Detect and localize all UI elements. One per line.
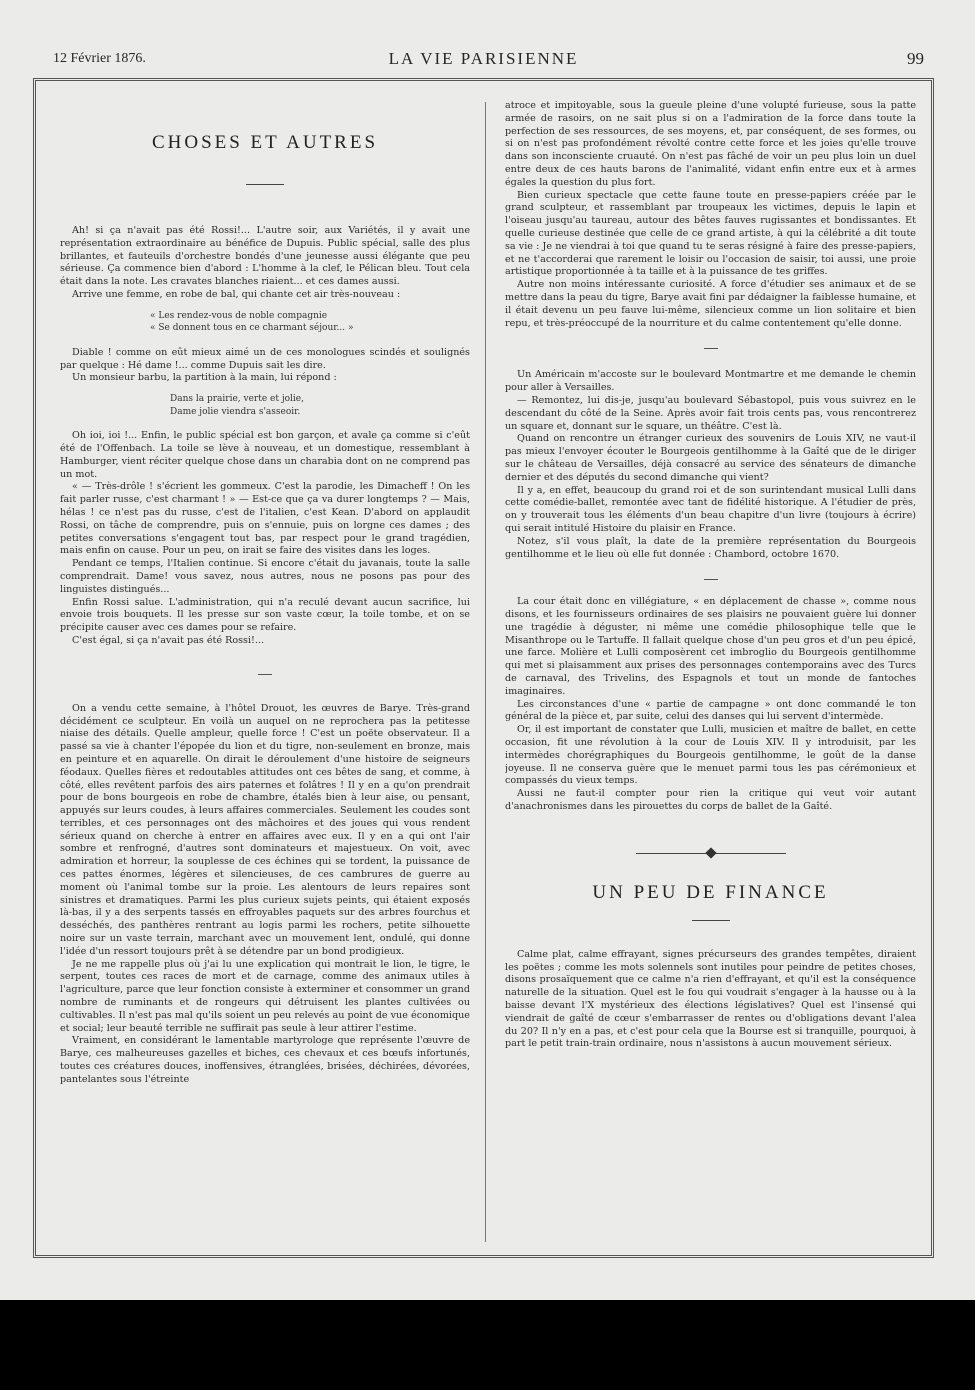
paragraph: Calme plat, calme effrayant, signes précurseurs des grandes tempêtes, diraient les poëtes ; comme les mots solennels sont inutiles pour peindre de petites choses, disons prosaïquement que ce calme n'a rien d'effrayant, et qu'il est la conséquence naturelle de la situation. Quel est le fou qui voudrait s'engager à la hausse ou à la baisse devant l'X mystérieux des élections législatives? Quel est l'insensé qui viendrait de gaîté de cœur s'embarrasser de rentes ou d'obligations devant l'alea du 20? Il n'y en a pas, et c'est pour cela que la Bourse est si tranquille, pourquoi, à part le petit train-train ordinaire, nous n'assistons à aucun mouvement sérieux. xyxy=(505,948,916,1050)
section-heading-un-peu-de-finance: UN PEU DE FINANCE xyxy=(592,881,829,903)
verse-line: Dame jolie viendra s'asseoir. xyxy=(170,406,301,417)
right-column xyxy=(505,100,916,1250)
paragraph: Vraiment, en considérant le lamentable martyrologe que représente l'œuvre de Barye, ces malheureuses gazelles et biches, ces chevaux et ces bœufs infortunés, toutes ces créatures douces, inoffensives, étranglées, brisées, déchirées, dévorées, pantelantes sous l'étreinte xyxy=(60,1035,470,1085)
verse-line: Dans la prairie, verte et jolie, xyxy=(170,394,304,405)
paragraph: — Remontez, lui dis-je, jusqu'au boulevard Sébastopol, puis vous suivrez en le descendant du côté de la Seine. Après avoir fait trois cents pas, vous rencontrerez un square et, donnant sur le square, un théâtre. C'est là. xyxy=(505,394,916,432)
paragraph: Un monsieur barbu, la partition à la main, lui répond : xyxy=(72,372,337,384)
paragraph: Autre non moins intéressante curiosité. A force d'étudier ses animaux et de se mettre dans la peau du tigre, Barye avait fini par dédaigner la faiblesse humaine, et il était devenu un peu fauve lui-même, silencieux comme un lion solitaire et bien repu, et très-préoccupé de la nourriture et du calme contentement qu'elle donne. xyxy=(505,279,916,329)
paragraph: Ah! si ça n'avait pas été Rossi!... L'autre soir, aux Variétés, il y avait une représentation extraordinaire au bénéfice de Dupuis. Public spécial, salle des plus brillantes, et fauteuils d'orchestre bondés d'une jeunesse aussi élégante que peu sérieuse. Ça commence bien d'abord : L'homme à la clef, le Pélican bleu. Tout cela était dans la note. Les cravates blanches riaient... et ces dames aussi. xyxy=(60,225,470,288)
paragraph: Diable ! comme on eût mieux aimé un de ces monologues scindés et soulignés par quelque : Hé dame !... comme Dupuis sait les dire. xyxy=(60,346,470,371)
page-number: 99 xyxy=(907,49,924,68)
paragraph: Un Américain m'accoste sur le boulevard Montmartre et me demande le chemin pour aller à Versailles. xyxy=(505,369,916,394)
running-head xyxy=(33,49,934,71)
paragraph: Bien curieux spectacle que cette faune toute en presse-papiers créée par le grand sculpteur, et rassemblant par troupeaux les victimes, depuis le lapin et l'oiseau jusqu'au taureau, autour des bêtes fauves rugissantes et bondissantes. Et quelle curieuse destinée que celle de ce grand artiste, à qui la célébrité a dit toute sa vie : Je ne viendrai à toi que quand tu te seras résigné à faire des presse-papiers, et ne t'accorderai que rarement le loisir ou l'occasion de saisir, toi aussi, une proie artistique proportionnée à ta taille et à la puissance de tes griffes. xyxy=(505,189,916,278)
paragraph: Or, il est important de constater que Lulli, musicien et maître de ballet, en cette occasion, fit une révolution à la cour de Louis XIV. Il y introduisit, par les intermèdes chorégraphiques du Bourgeois gentilhomme, le goût de la danse joyeuse. Il ne conserva guère que le menuet parmi tous les pas cérémonieux et compassés du vieux temps. xyxy=(505,724,916,787)
paragraph: Arrive une femme, en robe de bal, qui chante cet air très-nouveau : xyxy=(72,288,401,300)
journal-title: LA VIE PARISIENNE xyxy=(388,49,579,68)
paragraph: Notez, s'il vous plaît, la date de la première représentation du Bourgeois gentilhomme et le lieu où elle fut donnée : Chambord, octobre 1670. xyxy=(505,535,916,560)
paragraph: « — Très-drôle ! s'écrient les gommeux. C'est la parodie, les Dimacheff ! On les fait parler russe, c'est charmant ! » — Est-ce que ça va durer longtemps ? — Mais, hélas ! ce n'est pas du russe, c'est de l'italien, c'est Kean. D'abord on applaudit Rossi, on tâche de comprendre, puis on s'ennuie, puis on lorgne ces dames ; des petites conversations s'engagent tout bas, par respect pour le grand tragédien, mais enfin on cause. Pour un peu, on irait se faire des visites dans les loges. xyxy=(60,481,470,557)
paragraph: La cour était donc en villégiature, « en déplacement de chasse », comme nous disons, et les fournisseurs ordinaires de ses plaisirs ne pouvaient guère lui donner une tragédie à déguster, ni même une comédie philosophique telle que le Misanthrope ou le Tartuffe. Il fallait quelque chose d'un peu gros et d'un peu épicé, une farce. Molière et Lulli composèrent cet imbroglio du Bourgeois gentilhomme qui met si plaisamment aux prises des personnages contemporains avec des Turcs de carnaval, des Trivelins, des Espagnols et tout un monde de fantoches imaginaires. xyxy=(505,596,916,697)
left-column xyxy=(60,100,470,1250)
ornament-divider xyxy=(636,848,786,858)
paragraph: C'est égal, si ça n'avait pas été Rossi!... xyxy=(72,634,265,646)
section-heading-choses-et-autres: CHOSES ET AUTRES xyxy=(151,132,379,153)
paragraph: Quand on rencontre un étranger curieux des souvenirs de Louis XIV, ne vaut-il pas mieux l'envoyer écouter le Bourgeois gentilhomme à la Gaîté que de le diriger sur le château de Versailles, déjà consacré au service des sénateurs de dimanche dernier et des députés du second dimanche qui vient? xyxy=(505,433,916,483)
paragraph: Il y a, en effet, beaucoup du grand roi et de son surintendant musical Lulli dans cette comédie-ballet, remontée avec tant de fidélité historique. A l'étudier de près, on y trouverait tous les éléments d'un beau chapitre d'un livre (toujours à écrire) qui serait intitulé Histoire du plaisir en France. xyxy=(505,484,916,534)
paragraph: Oh ioi, ioi !... Enfin, le public spécial est bon garçon, et avale ça comme si c'eût été de l'Offenbach. La toile se lève à nouveau, et un domestique, ressemblant à Hamburger, vient réciter quelque chose dans un charabia dont on ne comprend pas un mot. xyxy=(60,430,470,480)
verse-line: « Les rendez-vous de noble compagnie xyxy=(150,310,328,321)
paragraph: On a vendu cette semaine, à l'hôtel Drouot, les œuvres de Barye. Très-grand décidément ce sculpteur. En voilà un auquel on ne reprochera pas la petitesse niaise des détails. Quelle ampleur, quelle force ! C'est un poëte observateur. Il a passé sa vie à chanter l'épopée du lion et du tigre, non-seulement en bronze, mais en peinture et en aquarelle. On dirait le déroulement d'une histoire de seigneurs féodaux. Quelles fières et redoutables attitudes ont ces bêtes de sang, et comme, à côté, elles revêtent parfois des airs paternes et folâtres ! Il y en a qu'on prendrait pour de bons bourgeois en robe de chambre, étalés bien à leur aise, ou pensant, appuyés sur leurs coudes, à leurs affaires commerciales. Seulement les coudes sont terribles, et ces personnages ont des mâchoires et des joues qui vous rendent sérieux quand on cherche à entrer en affaires avec eux. Il y en a qui ont l'air sombre et renfrogné, d'autres sont dominateurs et majestueux. On voit, avec admiration et horreur, la souplesse de ces échines qui se tordent, la puissance de ces pattes énormes, légères et silencieuses, de ces cambrures de guerre au moment où l'animal tombe sur la proie. Les alentours de leurs repaires sont sinistres et dramatiques. Parmi les plus curieux sujets peints, qui étaient exposés là-bas, il y a des serpents tassés en effroyables paquets sur des arbres fourchus et desséchés, des panthères rentrant au logis parmi les rochers, petite silhouette noire sur un vaste terrain, marchant avec un mouvement lent, ondulé, qui donne l'idée d'un ressort toujours prêt à se détendre par un bond prodigieux. xyxy=(60,702,470,957)
paragraph: Pendant ce temps, l'Italien continue. Si encore c'était du javanais, toute la salle comprendrait. Dame! vous savez, nous autres, nous ne posons pas pour des linguistes distingués... xyxy=(60,558,470,595)
verse-quote xyxy=(150,310,470,335)
paragraph: Je ne me rappelle plus où j'ai lu une explication qui montrait le lion, le tigre, le serpent, toutes ces races de mort et de carnage, comme des animaux utiles à l'agriculture, parce que leur fonction consiste à exterminer et consommer un grand nombre de ruminants et de rongeurs qui détruisent les plantes cultivées ou cultivables. Il n'est pas mal qu'ils soient un peu relevés au point de vue économique et social; leur beauté terrible ne suffirait pas seule à leur attirer l'estime. xyxy=(60,958,470,1034)
column-rule xyxy=(485,102,486,1242)
verse-line: « Se donnent tous en ce charmant séjour... » xyxy=(150,323,354,334)
bottom-band xyxy=(0,1300,975,1390)
paragraph: Les circonstances d'une « partie de campagne » ont donc commandé le ton général de la pièce et, par suite, celui des danses qui lui servent d'intermède. xyxy=(505,698,916,723)
paragraph: atroce et impitoyable, sous la gueule pleine d'une volupté furieuse, sous la patte armée de rasoirs, on ne sait plus si on a l'admiration de la force dans toute la perfection de ses ressources, de ses moyens, et, par conséquent, de ses formes, ou si on n'est pas profondément révolté contre cette force et les joies qu'elle trouve dans son inconsciente cruauté. On n'est pas fâché de voir un peu plus loin un duel entre deux de ces hauts barons de l'animalité, vidant enfin entre eux et à armes égales la question du plus fort. xyxy=(505,100,916,188)
verse-quote xyxy=(170,393,470,418)
paragraph: Enfin Rossi salue. L'administration, qui n'a reculé devant aucun sacrifice, lui envoie trois bouquets. Il les presse sur son vaste cœur, la toile tombe, et on se précipite causer avec ces dames pour se refaire. xyxy=(60,596,470,634)
issue-date: 12 Février 1876. xyxy=(53,51,146,66)
paragraph: Aussi ne faut-il compter pour rien la critique qui veut voir autant d'anachronismes dans les pirouettes du corps de ballet de la Gaîté. xyxy=(505,788,916,813)
